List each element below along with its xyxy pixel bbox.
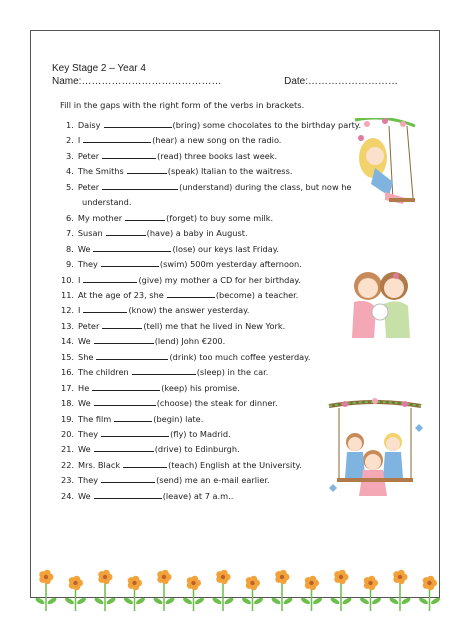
item-number: 23. <box>61 475 75 486</box>
answer-blank[interactable] <box>127 166 167 174</box>
answer-blank[interactable] <box>94 444 154 452</box>
answer-blank[interactable] <box>125 213 165 221</box>
exercise-item <box>66 120 361 130</box>
item-subject: He <box>78 382 90 393</box>
worksheet-title: Key Stage 2 – Year 4 <box>52 63 146 74</box>
answer-blank[interactable] <box>102 182 178 190</box>
hugging-girls-clipart <box>340 268 420 346</box>
item-verb-clue: (swim) 500m yesterday afternoon. <box>159 259 302 270</box>
answer-blank[interactable] <box>101 429 169 437</box>
flower-icon <box>241 576 264 611</box>
exercise-item <box>61 321 285 331</box>
exercise-item <box>61 305 249 315</box>
answer-blank[interactable] <box>94 491 162 499</box>
item-verb-clue: (forget) to buy some milk. <box>166 212 274 223</box>
item-number: 21. <box>61 444 75 455</box>
exercise-item <box>61 290 298 300</box>
item-verb-clue: (have) a baby in August. <box>146 228 248 239</box>
flower-icon <box>212 570 235 611</box>
flower-icon <box>418 576 440 611</box>
item-verb-clue: (leave) at 7 a.m.. <box>162 490 234 501</box>
answer-blank[interactable] <box>83 135 151 143</box>
item-number: 14. <box>61 336 75 347</box>
item-subject: They <box>78 475 99 486</box>
item-subject: They <box>78 429 99 439</box>
flower-icon <box>123 576 146 611</box>
date-field[interactable]: Date:……………………… <box>284 76 398 87</box>
item-number: 6. <box>66 212 74 223</box>
item-verb-clue: (hear) a new song on the radio. <box>152 135 282 146</box>
answer-blank[interactable] <box>132 367 196 375</box>
item-number: 3. <box>66 150 74 161</box>
item-verb-clue: (lose) our keys last Friday. <box>172 243 280 254</box>
item-subject: Susan <box>77 228 103 239</box>
answer-blank[interactable] <box>96 352 168 360</box>
item-number: 24. <box>61 490 75 501</box>
exercise-item <box>66 151 277 161</box>
flower-border-decoration <box>32 565 440 613</box>
answer-blank[interactable] <box>94 336 154 344</box>
item-subject: I <box>77 135 81 146</box>
answer-blank[interactable] <box>102 321 142 329</box>
flower-icon <box>64 576 87 611</box>
worksheet-header <box>52 63 432 89</box>
flower-icon <box>389 570 412 611</box>
item-number: 11. <box>61 289 75 300</box>
item-number: 2. <box>66 135 74 146</box>
answer-blank[interactable] <box>104 120 172 128</box>
item-subject: Peter <box>78 320 100 331</box>
answer-blank[interactable] <box>106 228 146 236</box>
exercise-item <box>66 166 292 176</box>
item-verb-clue: (drink) too much coffee yesterday. <box>169 351 311 362</box>
answer-blank[interactable] <box>83 275 137 283</box>
answer-blank[interactable] <box>114 414 152 422</box>
item-subject: At the age of 23, she <box>78 289 164 300</box>
item-subject: We <box>77 243 91 254</box>
item-number: 17. <box>61 382 75 393</box>
item-subject: The children <box>78 367 129 378</box>
item-subject: We <box>78 398 91 409</box>
exercise-item <box>61 491 233 501</box>
item-number: 15. <box>61 351 75 362</box>
item-number: 4. <box>66 166 74 177</box>
item-number: 20. <box>61 429 75 439</box>
item-verb-clue: (read) three books last week. <box>157 150 278 161</box>
exercise-item <box>61 460 302 470</box>
item-subject: Mrs. Black <box>78 459 121 470</box>
item-verb-clue: (know) the answer yesterday. <box>128 305 250 316</box>
item-number: 1. <box>66 120 74 130</box>
exercise-item <box>61 475 270 485</box>
item-subject: They <box>77 259 98 270</box>
item-subject: The Smiths <box>77 166 124 177</box>
item-verb-clue: (choose) the steak for dinner. <box>156 398 278 409</box>
item-verb-clue: (begin) late. <box>153 413 204 424</box>
exercise-item <box>66 228 248 238</box>
answer-blank[interactable] <box>92 383 160 391</box>
answer-blank[interactable] <box>123 460 167 468</box>
item-verb-clue: (tell) me that he lived in New York. <box>143 320 286 331</box>
exercise-item <box>61 367 268 377</box>
item-verb-clue: (send) me an e-mail earlier. <box>156 475 270 486</box>
exercise-item <box>61 414 203 424</box>
item-verb-clue: (sleep) in the car. <box>196 367 269 378</box>
flower-icon <box>35 570 58 611</box>
name-field[interactable]: Name:…………………………………… <box>52 76 222 87</box>
exercise-item <box>61 275 301 285</box>
item-subject: We <box>78 490 91 501</box>
item-verb-clue: (drive) to Edinburgh. <box>154 444 240 455</box>
item-number: 9. <box>66 259 74 270</box>
item-verb-clue: (keep) his promise. <box>161 382 240 393</box>
flower-icon <box>94 570 117 611</box>
item-subject: She <box>78 351 94 362</box>
exercise-item <box>66 182 351 192</box>
item-number: 13. <box>61 320 75 331</box>
exercise-item <box>61 398 278 408</box>
item-number: 16. <box>61 367 75 378</box>
item-verb-clue: (speak) Italian to the waitress. <box>167 166 293 177</box>
flower-icon <box>300 576 323 611</box>
flower-icon <box>330 570 353 611</box>
answer-blank[interactable] <box>83 305 127 313</box>
exercise-item <box>66 244 279 254</box>
exercise-item <box>61 429 231 439</box>
answer-blank[interactable] <box>93 244 171 252</box>
item-number: 5. <box>66 181 74 192</box>
flower-icon <box>271 570 294 611</box>
item-verb-clue: (lend) John €200. <box>154 336 226 347</box>
item-number: 22. <box>61 459 75 470</box>
exercise-item <box>66 213 273 223</box>
item-verb-clue: (become) a teacher. <box>215 289 299 300</box>
flower-icon <box>182 576 205 611</box>
flower-icon <box>153 570 176 611</box>
item-subject: The film <box>78 413 112 424</box>
item-subject: Daisy <box>77 120 101 130</box>
answer-blank[interactable] <box>101 475 155 483</box>
item-subject: I <box>78 274 81 285</box>
item-number: 18. <box>61 398 75 409</box>
item-subject: I <box>78 305 81 316</box>
exercise-item <box>61 336 225 346</box>
girl-on-swing-clipart <box>345 118 425 218</box>
item-subject: We <box>78 444 91 455</box>
item-verb-clue: (understand) during the class, but now he <box>179 181 352 192</box>
item-verb-clue: (give) my mother a CD for her birthday. <box>138 274 301 285</box>
exercise-item <box>61 352 310 362</box>
item-number: 8. <box>66 243 74 254</box>
answer-blank[interactable] <box>167 290 215 298</box>
item-subject: We <box>78 336 91 347</box>
item-number: 7. <box>66 228 74 239</box>
answer-blank[interactable] <box>94 398 156 406</box>
item-verb-clue: (bring) some chocolates to the birthday party. <box>172 120 362 130</box>
item-verb-clue: (fly) to Madrid. <box>170 429 231 439</box>
item-continuation: understand. <box>82 197 132 208</box>
item-number: 19. <box>61 413 75 424</box>
item-subject: Peter <box>77 150 100 161</box>
item-number: 10. <box>61 274 75 285</box>
item-verb-clue: (teach) English at the University. <box>168 459 302 470</box>
answer-blank[interactable] <box>102 151 156 159</box>
exercise-item <box>66 135 281 145</box>
item-subject: My mother <box>77 212 123 223</box>
children-on-swing-clipart <box>325 398 425 506</box>
instructions: Fill in the gaps with the right form of the verbs in brackets. <box>60 100 305 110</box>
item-number: 12. <box>61 305 75 316</box>
flower-icon <box>359 576 382 611</box>
exercise-item <box>61 444 240 454</box>
answer-blank[interactable] <box>101 259 159 267</box>
exercise-item <box>61 383 240 393</box>
exercise-item <box>66 259 302 269</box>
item-subject: Peter <box>77 181 100 192</box>
